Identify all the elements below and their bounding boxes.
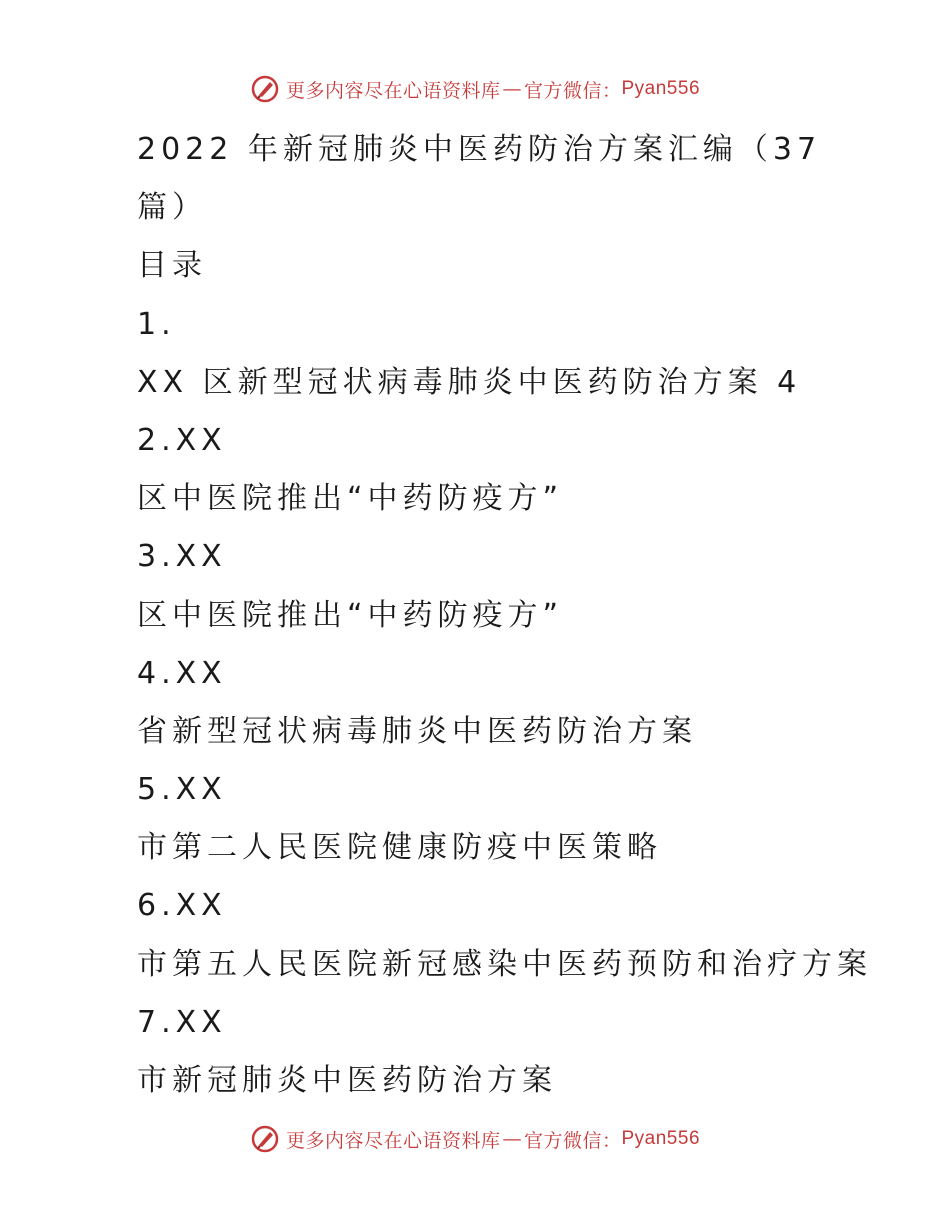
toc-entry-5: 市第二人民医院健康防疫中医策略 bbox=[137, 830, 662, 866]
toc-entry-3: 区中医院推出“中药防疫方” bbox=[137, 597, 564, 633]
watermark-dash: — bbox=[502, 1128, 522, 1150]
toc-number-6: 6.XX bbox=[137, 888, 227, 924]
watermark-wechat-id: Pyan556 bbox=[621, 1128, 701, 1149]
toc-heading: 目录 bbox=[137, 248, 207, 284]
document-title-line-2: 篇） bbox=[137, 190, 207, 226]
document-body bbox=[137, 121, 877, 1110]
watermark-text: 更多内容尽在心语资料库 bbox=[285, 1129, 501, 1152]
watermark-suffix: 官方微信： bbox=[523, 79, 622, 102]
toc-number-1: 1. bbox=[137, 306, 176, 342]
pen-circle-logo-icon bbox=[250, 1124, 280, 1154]
pen-circle-logo-icon bbox=[250, 74, 280, 104]
toc-number-3: 3.XX bbox=[137, 539, 227, 575]
watermark-wechat-id: Pyan556 bbox=[621, 78, 701, 99]
toc-number-5: 5.XX bbox=[137, 772, 227, 808]
watermark-dash: — bbox=[502, 78, 522, 100]
document-title-line-1: 2022 年新冠肺炎中医药防治方案汇编（37 bbox=[137, 132, 822, 167]
watermark-text: 更多内容尽在心语资料库 bbox=[285, 79, 501, 102]
toc-entry-7: 市新冠肺炎中医药防治方案 bbox=[137, 1063, 557, 1098]
toc-entry-1: XX 区新型冠状病毒肺炎中医药防治方案 4 bbox=[137, 364, 802, 400]
header-watermark bbox=[0, 74, 950, 104]
toc-entry-4: 省新型冠状病毒肺炎中医药防治方案 bbox=[137, 713, 697, 749]
toc-number-7: 7.XX bbox=[137, 1004, 227, 1040]
toc-entry-6: 市第五人民医院新冠感染中医药预防和治疗方案 bbox=[137, 946, 872, 982]
watermark-suffix: 官方微信： bbox=[523, 1129, 622, 1152]
toc-number-2: 2.XX bbox=[137, 422, 227, 458]
toc-number-4: 4.XX bbox=[137, 655, 227, 691]
toc-entry-2: 区中医院推出“中药防疫方” bbox=[137, 481, 564, 517]
footer-watermark bbox=[0, 1124, 950, 1154]
